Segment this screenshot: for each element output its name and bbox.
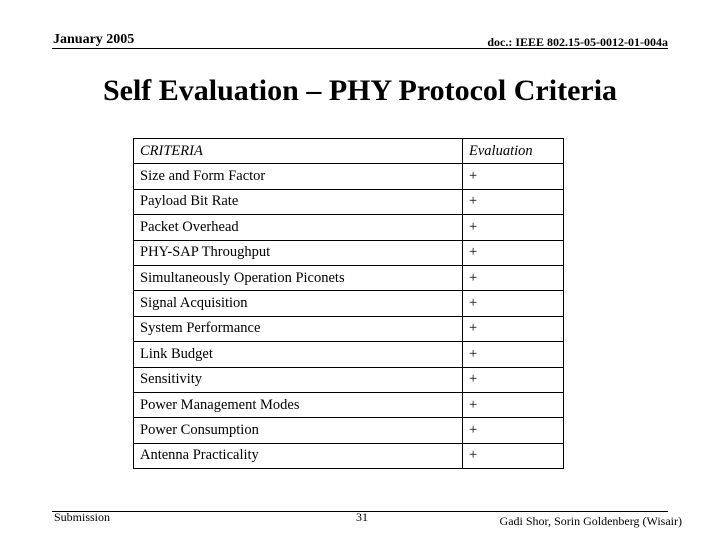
table-row bbox=[134, 189, 564, 214]
table-row bbox=[134, 443, 564, 468]
page-number: 31 bbox=[356, 510, 368, 524]
table-row bbox=[134, 367, 564, 392]
evaluation-cell: + bbox=[463, 240, 564, 265]
evaluation-cell: + bbox=[463, 316, 564, 341]
evaluation-cell: + bbox=[463, 367, 564, 392]
table-row bbox=[134, 240, 564, 265]
criteria-table bbox=[133, 138, 564, 469]
criteria-cell: Payload Bit Rate bbox=[134, 189, 463, 214]
criteria-cell: Link Budget bbox=[134, 342, 463, 367]
table-row bbox=[134, 291, 564, 316]
criteria-cell: Simultaneously Operation Piconets bbox=[134, 265, 463, 290]
slide-title: Self Evaluation – PHY Protocol Criteria bbox=[102, 74, 618, 107]
criteria-cell: Power Management Modes bbox=[134, 392, 463, 417]
table-row bbox=[134, 392, 564, 417]
criteria-cell: Size and Form Factor bbox=[134, 164, 463, 189]
header-evaluation: Evaluation bbox=[463, 139, 564, 164]
table-row bbox=[134, 316, 564, 341]
header-criteria: CRITERIA bbox=[134, 139, 463, 164]
table-header-row bbox=[134, 139, 564, 164]
evaluation-cell: + bbox=[463, 418, 564, 443]
evaluation-cell: + bbox=[463, 443, 564, 468]
evaluation-cell: + bbox=[463, 265, 564, 290]
table-row bbox=[134, 418, 564, 443]
footer-author: Gadi Shor, Sorin Goldenberg (Wisair) bbox=[499, 514, 682, 528]
evaluation-cell: + bbox=[463, 215, 564, 240]
evaluation-cell: + bbox=[463, 164, 564, 189]
criteria-cell: Signal Acquisition bbox=[134, 291, 463, 316]
header-date: January 2005 bbox=[53, 32, 135, 47]
criteria-cell: PHY-SAP Throughput bbox=[134, 240, 463, 265]
criteria-cell: Sensitivity bbox=[134, 367, 463, 392]
evaluation-cell: + bbox=[463, 392, 564, 417]
table-row bbox=[134, 215, 564, 240]
evaluation-cell: + bbox=[463, 342, 564, 367]
evaluation-cell: + bbox=[463, 189, 564, 214]
footer-submission: Submission bbox=[54, 510, 111, 524]
evaluation-cell: + bbox=[463, 291, 564, 316]
criteria-cell: Power Consumption bbox=[134, 418, 463, 443]
criteria-cell: Antenna Practicality bbox=[134, 443, 463, 468]
header-doc-id: doc.: IEEE 802.15-05-0012-01-004a bbox=[487, 35, 668, 49]
criteria-cell: System Performance bbox=[134, 316, 463, 341]
table-row bbox=[134, 265, 564, 290]
header-divider bbox=[52, 48, 668, 49]
criteria-cell: Packet Overhead bbox=[134, 215, 463, 240]
table-row bbox=[134, 164, 564, 189]
table-row bbox=[134, 342, 564, 367]
